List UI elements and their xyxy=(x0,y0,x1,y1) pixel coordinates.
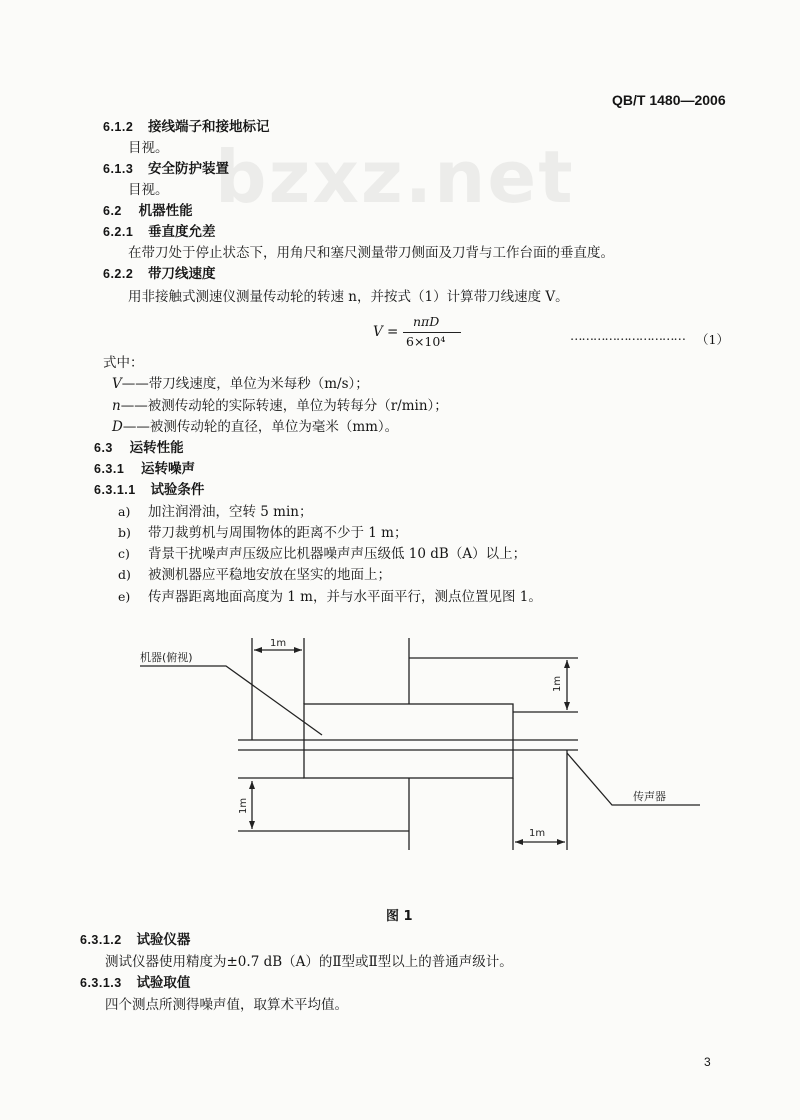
list-marker: e) xyxy=(118,589,131,604)
section-number: 6.3.1.2 xyxy=(80,933,122,947)
section-number: 6.2.2 xyxy=(103,267,134,281)
formula-lhs: V = xyxy=(373,324,399,340)
formula-numerator: nπD xyxy=(413,314,440,329)
section-title: 运转噪声 xyxy=(141,461,196,477)
section-title: 机器性能 xyxy=(138,203,193,219)
list-marker: b) xyxy=(118,525,131,540)
section-number: 6.3.1.1 xyxy=(94,483,136,497)
section-number: 6.1.3 xyxy=(103,162,134,176)
arrowhead xyxy=(254,647,262,653)
section-6-1-3-body: 目视。 xyxy=(128,182,169,198)
dim-label-top: 1m xyxy=(270,638,287,649)
section-number: 6.3.1 xyxy=(94,462,125,476)
machine-leader-line xyxy=(140,666,322,735)
section-number: 6.3.1.3 xyxy=(80,976,122,990)
label-microphone: 传声器 xyxy=(633,790,666,803)
section-title: 安全防护装置 xyxy=(148,161,230,177)
list-marker: a) xyxy=(118,504,131,519)
arrowhead xyxy=(294,647,302,653)
list-text: 背景干扰噪声声压级应比机器噪声声压级低 10 dB（A）以上； xyxy=(148,546,527,562)
section-number: 6.2.1 xyxy=(103,225,134,239)
watermark: bzxz.net xyxy=(215,135,575,219)
list-text: 加注润滑油，空转 5 min； xyxy=(148,504,313,520)
dim-label-left: 1m xyxy=(238,797,249,814)
standard-code: QB/T 1480—2006 xyxy=(612,92,726,108)
where-text: ——被测传动轮的实际转速，单位为转每分（r/min）； xyxy=(120,398,448,414)
formula-denominator: 6×10⁴ xyxy=(406,334,446,349)
arrowhead xyxy=(515,839,523,845)
section-6-3-1-2-heading xyxy=(80,928,190,948)
section-number: 6.3 xyxy=(94,441,113,455)
arrowhead xyxy=(564,702,570,710)
where-symbol: V xyxy=(112,376,122,392)
section-6-3-1-3-body: 四个测点所测得噪声值，取算术平均值。 xyxy=(105,997,348,1013)
section-title: 接线端子和接地标记 xyxy=(148,119,270,135)
section-title: 试验条件 xyxy=(150,482,205,498)
formula-number: （1） xyxy=(696,332,729,347)
list-marker: c) xyxy=(118,546,130,561)
arrowhead xyxy=(557,839,565,845)
list-text: 被测机器应平稳地安放在坚实的地面上； xyxy=(148,567,391,583)
where-symbol: n xyxy=(112,398,121,414)
arrowhead xyxy=(564,660,570,668)
section-6-2-2-body: 用非接触式测速仪测量传动轮的转速 n，并按式（1）计算带刀线速度 V。 xyxy=(128,289,569,305)
section-6-3-1-3-heading xyxy=(80,971,190,991)
figure-caption: 图 1 xyxy=(386,909,413,924)
page-number: 3 xyxy=(704,1055,712,1069)
dim-label-right: 1m xyxy=(552,675,563,692)
where-symbol: D xyxy=(112,419,123,435)
section-number: 6.1.2 xyxy=(103,120,134,134)
arrowhead xyxy=(249,821,255,829)
where-text: ——带刀线速度，单位为米每秒（m/s）； xyxy=(121,376,369,392)
section-title: 试验仪器 xyxy=(136,932,191,948)
section-6-3-1-2-body: 测试仪器使用精度为±0.7 dB（A）的Ⅱ型或Ⅱ型以上的普通声级计。 xyxy=(105,954,513,970)
section-title: 运转性能 xyxy=(129,440,184,456)
list-marker: d) xyxy=(118,567,131,582)
section-6-2-1-body: 在带刀处于停止状态下，用角尺和塞尺测量带刀侧面及刀背与工作台面的垂直度。 xyxy=(128,245,614,261)
section-title: 带刀线速度 xyxy=(148,266,216,282)
list-text: 带刀裁剪机与周围物体的距离不少于 1 m； xyxy=(148,525,408,541)
list-text: 传声器距离地面高度为 1 m，并与水平面平行，测点位置见图 1。 xyxy=(148,589,542,605)
where-label: 式中： xyxy=(103,355,144,371)
section-number: 6.2 xyxy=(103,204,122,218)
arrowhead xyxy=(249,781,255,789)
section-6-1-2-body: 目视。 xyxy=(128,140,169,156)
section-title: 试验取值 xyxy=(136,975,191,991)
label-machine: 机器(俯视) xyxy=(140,651,193,664)
formula-dots: ………………………… xyxy=(570,328,685,343)
section-title: 垂直度允差 xyxy=(148,224,216,240)
machine-rectangle xyxy=(304,704,513,778)
where-text: ——被测传动轮的直径，单位为毫米（mm）。 xyxy=(122,419,399,435)
dim-label-bottom: 1m xyxy=(529,828,546,839)
